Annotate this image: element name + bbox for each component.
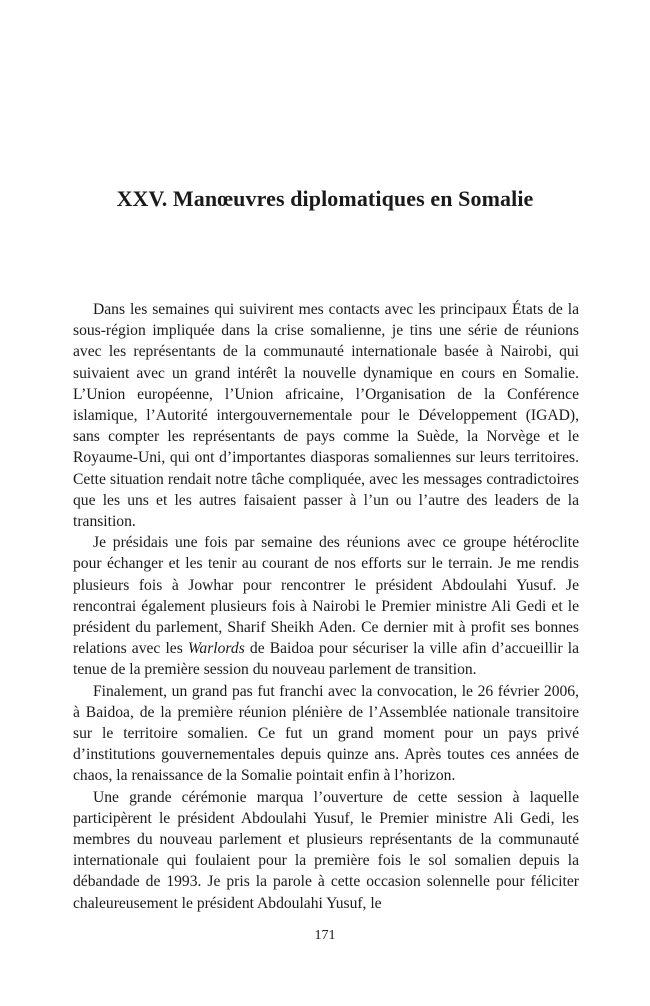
paragraph-4: Une grande cérémonie marqua l’ouverture de cette session à laquelle participèrent le président Abdoulahi Yusuf, le Premier ministre Ali Gedi, les membres du nouveau parlement et plusieurs représentants de la communauté internationale qui foulaient pour la première fois le sol somalien depuis la débandade de 1993. Je pris la parole à cette occasion solennelle pour féliciter chaleureusement le président Abdoulahi Yusuf, le <box>73 788 579 912</box>
page-number: 171 <box>314 928 336 943</box>
paragraph-3: Finalement, un grand pas fut franchi avec la convocation, le 26 février 2006, à Baidoa, de la première réunion plénière de l’Assemblée nationale transitoire sur le territoire somalien. Ce fut un grand moment pour un pays privé d’institutions gouvernementales depuis quinze ans. Après toutes ces années de chaos, la renaissance de la Somalie pointait enfin à l’horizon. <box>73 682 579 785</box>
paragraph-2 <box>73 532 579 680</box>
paragraph-2-emphasis: Warlords <box>187 640 245 658</box>
paragraph-2-part-2: de Baidoa pour sécuriser la ville afin d’accueillir la tenue de la première session du nouveau parlement de transition. <box>73 640 579 679</box>
paragraph-1: Dans les semaines qui suivirent mes contacts avec les principaux États de la sous-région impliquée dans la crise somalienne, je tins une série de réunions avec les représentants de la communauté internationale basée à Nairobi, qui suivaient avec un grand intérêt la nouvelle dynamique en cours en Somalie. L’Union européenne, l’Union africaine, l’Organisation de la Conférence islamique, l’Autorité intergouvernementale pour le Développement (IGAD), sans compter les représentants de pays comme la Suède, la Norvège et le Royaume-Uni, qui ont d’importantes diasporas somaliennes sur leurs territoires. Cette situation rendait notre tâche compliquée, avec les messages contradictoires que les uns et les autres faisaient passer à l’un ou l’autre des leaders de la transition. <box>73 301 579 531</box>
paragraph-2-part-1: Je présidais une fois par semaine des réunions avec ce groupe hétéroclite pour échanger et les tenir au courant de nos efforts sur le terrain. Je me rendis plusieurs fois à Jowhar pour rencontrer le président Abdoulahi Yusuf. Je rencontrai également plusieurs fois à Nairobi le Premier ministre Ali Gedi et le président du parlement, Sharif Sheikh Aden. Ce dernier mit à profit ses bonnes relations avec les <box>73 534 579 658</box>
chapter-title: XXV. Manœuvres diplomatiques en Somalie <box>116 186 534 211</box>
body-text <box>73 299 579 914</box>
